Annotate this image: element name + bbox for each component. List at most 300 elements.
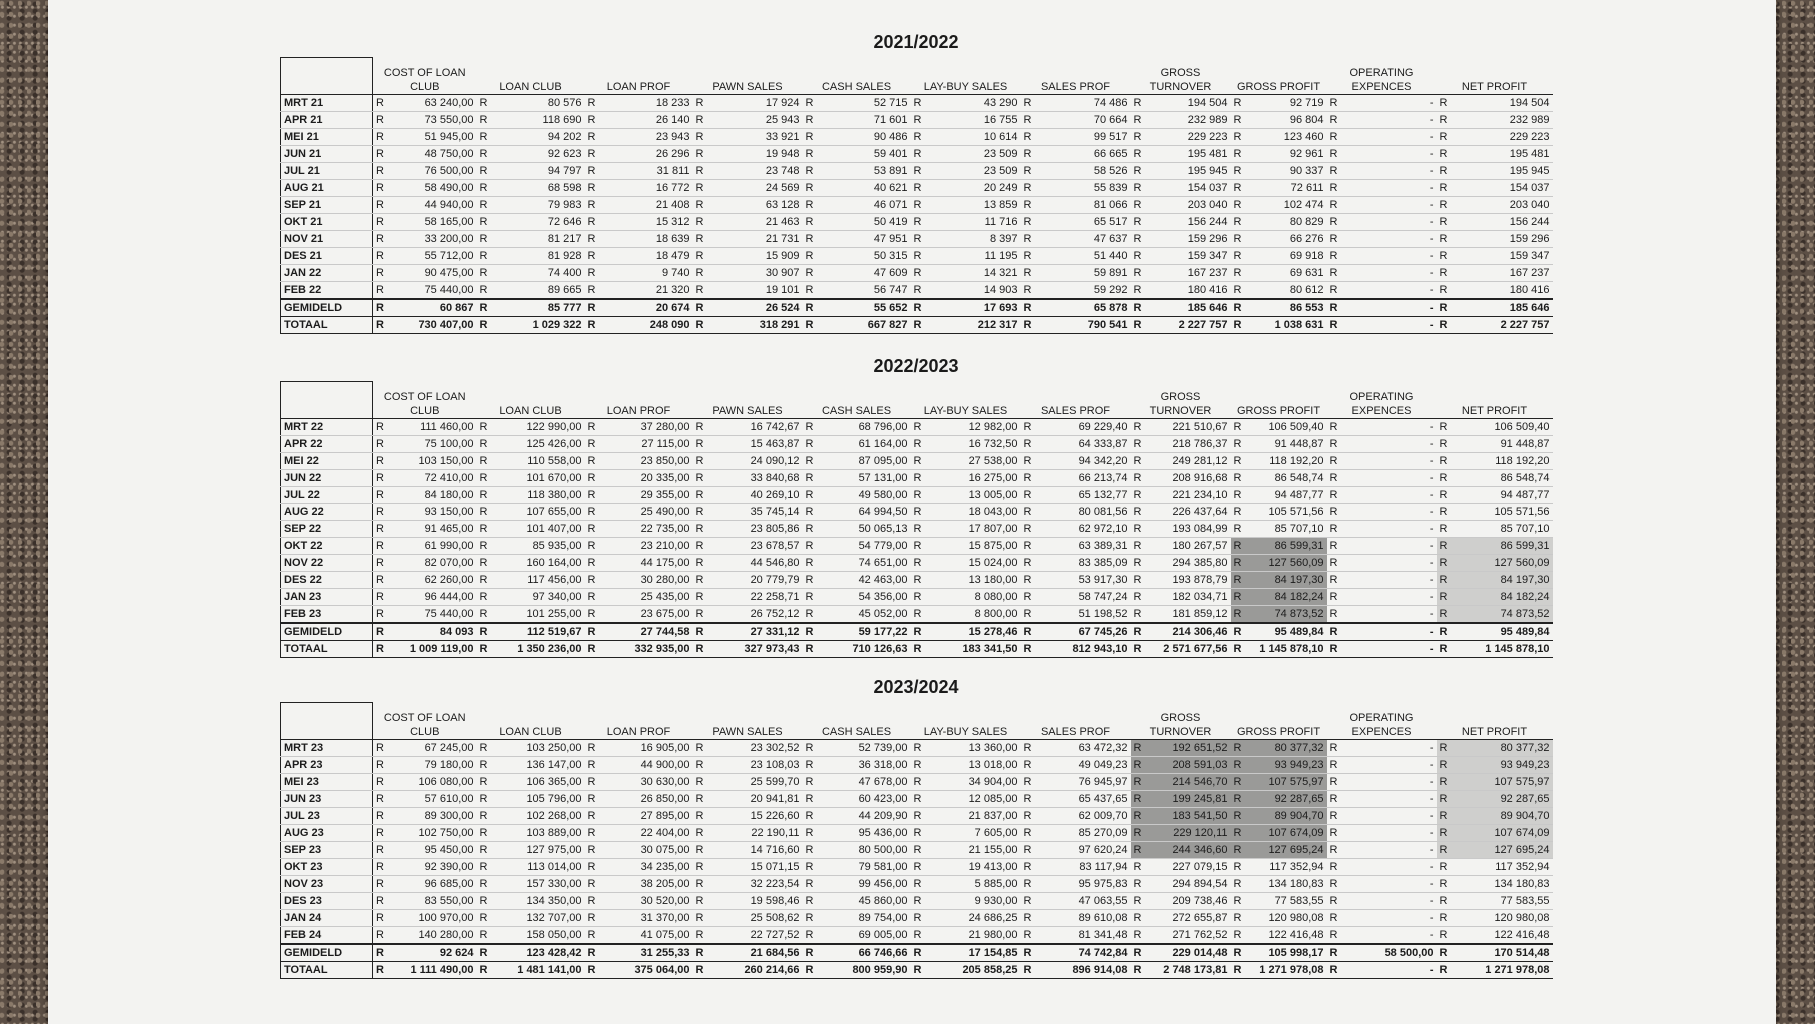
table-cell: R 84 197,30 — [1437, 572, 1553, 589]
table-cell: R 74 742,84 — [1021, 944, 1131, 962]
table-cell: R 61 164,00 — [803, 436, 911, 453]
table-cell: R 15 909 — [693, 248, 803, 265]
table-cell: R 81 928 — [477, 248, 585, 265]
table-cell: R 13 360,00 — [911, 740, 1021, 757]
table-cell: R 318 291 — [693, 317, 803, 334]
column-header: LAY-BUY SALES — [911, 703, 1021, 740]
table-cell: R 25 943 — [693, 112, 803, 129]
table-cell: R 31 255,33 — [585, 944, 693, 962]
table-cell: R - — [1327, 757, 1437, 774]
table-cell: R 86 548,74 — [1437, 470, 1553, 487]
year-heading: 2022/2023 — [873, 356, 959, 376]
table-cell: R 44 209,90 — [803, 808, 911, 825]
table-cell: R 294 894,54 — [1131, 876, 1231, 893]
table-cell: R - — [1327, 641, 1437, 658]
table-cell: R 94 487,77 — [1437, 487, 1553, 504]
column-header: SALES PROF — [1021, 382, 1131, 419]
row-label: NOV 21 — [281, 231, 373, 248]
table-cell: R 17 924 — [693, 95, 803, 112]
year-heading: 2021/2022 — [873, 32, 959, 52]
table-cell: R 132 707,00 — [477, 910, 585, 927]
table-cell: R 11 716 — [911, 214, 1021, 231]
table-row — [281, 606, 1553, 624]
table-cell: R 23 108,03 — [693, 757, 803, 774]
table-cell: R 76 500,00 — [373, 163, 477, 180]
table-cell: R 710 126,63 — [803, 641, 911, 658]
table-cell: R 32 223,54 — [693, 876, 803, 893]
table-cell: R 74 486 — [1021, 95, 1131, 112]
table-cell: R 22 735,00 — [585, 521, 693, 538]
table-cell: R 57 131,00 — [803, 470, 911, 487]
table-row — [281, 521, 1553, 538]
table-cell: R 23 678,57 — [693, 538, 803, 555]
row-label: TOTAAL — [281, 641, 373, 658]
table-cell: R 123 428,42 — [477, 944, 585, 962]
table-cell: R 194 504 — [1437, 95, 1553, 112]
table-cell: R 84 182,24 — [1231, 589, 1327, 606]
table-cell: R 80 081,56 — [1021, 504, 1131, 521]
table-cell: R 30 520,00 — [585, 893, 693, 910]
column-header: PAWN SALES — [693, 382, 803, 419]
table-cell: R 140 280,00 — [373, 927, 477, 945]
row-label: JUN 22 — [281, 470, 373, 487]
row-label: OKT 21 — [281, 214, 373, 231]
table-cell: R 26 140 — [585, 112, 693, 129]
column-header: GROSS TURNOVER — [1131, 382, 1231, 419]
average-row — [281, 623, 1553, 641]
table-cell: R - — [1327, 197, 1437, 214]
table-cell: R 15 312 — [585, 214, 693, 231]
table-cell: R 105 571,56 — [1437, 504, 1553, 521]
table-cell: R 17 154,85 — [911, 944, 1021, 962]
table-cell: R 100 970,00 — [373, 910, 477, 927]
table-cell: R 158 050,00 — [477, 927, 585, 945]
table-cell: R 89 904,70 — [1437, 808, 1553, 825]
column-header: LOAN PROF — [585, 58, 693, 95]
table-cell: R 15 278,46 — [911, 623, 1021, 641]
table-cell: R 156 244 — [1131, 214, 1231, 231]
table-cell: R 194 504 — [1131, 95, 1231, 112]
table-cell: R - — [1327, 859, 1437, 876]
table-row — [281, 774, 1553, 791]
table-cell: R - — [1327, 927, 1437, 945]
table-cell: R 83 550,00 — [373, 893, 477, 910]
table-cell: R 120 980,08 — [1437, 910, 1553, 927]
table-cell: R 84 182,24 — [1437, 589, 1553, 606]
table-cell: R 29 355,00 — [585, 487, 693, 504]
table-cell: R 112 519,67 — [477, 623, 585, 641]
table-cell: R 167 237 — [1131, 265, 1231, 282]
column-header: LAY-BUY SALES — [911, 58, 1021, 95]
row-label: JAN 22 — [281, 265, 373, 282]
table-cell: R - — [1327, 572, 1437, 589]
table-cell: R 23 675,00 — [585, 606, 693, 624]
table-cell: R 102 268,00 — [477, 808, 585, 825]
table-cell: R 244 346,60 — [1131, 842, 1231, 859]
table-cell: R 96 804 — [1231, 112, 1327, 129]
table-cell: R 271 762,52 — [1131, 927, 1231, 945]
table-cell: R 89 754,00 — [803, 910, 911, 927]
table-cell: R 69 229,40 — [1021, 419, 1131, 436]
row-label: AUG 21 — [281, 180, 373, 197]
table-cell: R 122 416,48 — [1437, 927, 1553, 945]
table-cell: R 800 959,90 — [803, 962, 911, 979]
table-cell: R 41 075,00 — [585, 927, 693, 945]
table-cell: R - — [1327, 808, 1437, 825]
table-cell: R - — [1327, 876, 1437, 893]
table-cell: R 87 095,00 — [803, 453, 911, 470]
table-cell: R 53 917,30 — [1021, 572, 1131, 589]
table-cell: R 56 747 — [803, 282, 911, 300]
table-row — [281, 927, 1553, 945]
table-row — [281, 859, 1553, 876]
table-cell: R 208 916,68 — [1131, 470, 1231, 487]
column-header: NET PROFIT — [1437, 58, 1553, 95]
table-cell: R 23 509 — [911, 146, 1021, 163]
table-cell: R 221 510,67 — [1131, 419, 1231, 436]
table-cell: R 65 132,77 — [1021, 487, 1131, 504]
table-cell: R 106 509,40 — [1437, 419, 1553, 436]
table-cell: R 154 037 — [1131, 180, 1231, 197]
table-cell: R - — [1327, 606, 1437, 624]
table-cell: R 157 330,00 — [477, 876, 585, 893]
table-cell: R 134 180,83 — [1437, 876, 1553, 893]
row-label: APR 21 — [281, 112, 373, 129]
row-label: MEI 23 — [281, 774, 373, 791]
column-header: LAY-BUY SALES — [911, 382, 1021, 419]
table-cell: R 20 779,79 — [693, 572, 803, 589]
table-cell: R 75 100,00 — [373, 436, 477, 453]
table-cell: R 93 150,00 — [373, 504, 477, 521]
table-cell: R 160 164,00 — [477, 555, 585, 572]
row-label: AUG 23 — [281, 825, 373, 842]
table-cell: R 67 245,00 — [373, 740, 477, 757]
table-cell: R 63 389,31 — [1021, 538, 1131, 555]
table-cell: R 102 750,00 — [373, 825, 477, 842]
table-cell: R 272 655,87 — [1131, 910, 1231, 927]
row-label: GEMIDELD — [281, 299, 373, 317]
table-cell: R 21 684,56 — [693, 944, 803, 962]
table-cell: R 58 747,24 — [1021, 589, 1131, 606]
table-cell: R 86 599,31 — [1231, 538, 1327, 555]
table-cell: R 180 267,57 — [1131, 538, 1231, 555]
table-cell: R 63 240,00 — [373, 95, 477, 112]
row-label: JAN 24 — [281, 910, 373, 927]
table-cell: R 55 839 — [1021, 180, 1131, 197]
table-cell: R 5 885,00 — [911, 876, 1021, 893]
table-cell: R 203 040 — [1131, 197, 1231, 214]
table-cell: R 23 302,52 — [693, 740, 803, 757]
table-cell: R 23 943 — [585, 129, 693, 146]
table-cell: R 24 686,25 — [911, 910, 1021, 927]
table-cell: R 74 873,52 — [1231, 606, 1327, 624]
table-cell: R 120 980,08 — [1231, 910, 1327, 927]
table-cell: R 1 481 141,00 — [477, 962, 585, 979]
table-cell: R 25 599,70 — [693, 774, 803, 791]
table-cell: R 1 350 236,00 — [477, 641, 585, 658]
table-row — [281, 470, 1553, 487]
table-cell: R 68 598 — [477, 180, 585, 197]
table-cell: R 1 145 878,10 — [1437, 641, 1553, 658]
table-cell: R 85 935,00 — [477, 538, 585, 555]
table-row — [281, 876, 1553, 893]
table-row — [281, 265, 1553, 282]
column-header: CASH SALES — [803, 58, 911, 95]
table-cell: R 95 436,00 — [803, 825, 911, 842]
table-row — [281, 555, 1553, 572]
table-cell: R 24 090,12 — [693, 453, 803, 470]
table-row — [281, 453, 1553, 470]
table-cell: R 248 090 — [585, 317, 693, 334]
table-cell: R 50 315 — [803, 248, 911, 265]
table-cell: R 730 407,00 — [373, 317, 477, 334]
table-cell: R 127 695,24 — [1231, 842, 1327, 859]
table-cell: R - — [1327, 470, 1437, 487]
table-cell: R 118 380,00 — [477, 487, 585, 504]
header-row — [281, 58, 1553, 95]
column-header: PAWN SALES — [693, 703, 803, 740]
column-header: NET PROFIT — [1437, 703, 1553, 740]
table-cell: R 95 450,00 — [373, 842, 477, 859]
table-cell: R 332 935,00 — [585, 641, 693, 658]
table-cell: R 118 192,20 — [1437, 453, 1553, 470]
table-cell: R - — [1327, 129, 1437, 146]
row-label: MRT 23 — [281, 740, 373, 757]
table-cell: R 1 271 978,08 — [1231, 962, 1327, 979]
table-cell: R 170 514,48 — [1437, 944, 1553, 962]
table-cell: R 94 487,77 — [1231, 487, 1327, 504]
table-cell: R 14 716,60 — [693, 842, 803, 859]
table-cell: R 111 460,00 — [373, 419, 477, 436]
table-cell: R 51 440 — [1021, 248, 1131, 265]
table-cell: R 159 296 — [1131, 231, 1231, 248]
table-cell: R 159 347 — [1131, 248, 1231, 265]
table-cell: R 86 599,31 — [1437, 538, 1553, 555]
table-cell: R 203 040 — [1437, 197, 1553, 214]
table-cell: R 75 440,00 — [373, 606, 477, 624]
table-cell: R 80 377,32 — [1231, 740, 1327, 757]
table-cell: R 69 005,00 — [803, 927, 911, 945]
table-row — [281, 146, 1553, 163]
table-cell: R 1 111 490,00 — [373, 962, 477, 979]
table-cell: R - — [1327, 910, 1437, 927]
column-header — [281, 703, 373, 740]
table-cell: R 2 227 757 — [1131, 317, 1231, 334]
table-cell: R 50 419 — [803, 214, 911, 231]
row-label: NOV 23 — [281, 876, 373, 893]
row-label: OKT 23 — [281, 859, 373, 876]
table-cell: R 16 755 — [911, 112, 1021, 129]
table-row — [281, 808, 1553, 825]
table-row — [281, 504, 1553, 521]
table-cell: R 185 646 — [1131, 299, 1231, 317]
table-cell: R 232 989 — [1437, 112, 1553, 129]
table-cell: R 69 631 — [1231, 265, 1327, 282]
table-cell: R 1 009 119,00 — [373, 641, 477, 658]
table-row — [281, 231, 1553, 248]
column-header: LOAN PROF — [585, 703, 693, 740]
table-cell: R 85 707,10 — [1437, 521, 1553, 538]
table-cell: R 18 233 — [585, 95, 693, 112]
table-cell: R 195 945 — [1131, 163, 1231, 180]
table-cell: R 60 867 — [373, 299, 477, 317]
total-row — [281, 962, 1553, 979]
table-cell: R 8 397 — [911, 231, 1021, 248]
table-cell: R 47 637 — [1021, 231, 1131, 248]
table-row — [281, 842, 1553, 859]
table-cell: R 23 210,00 — [585, 538, 693, 555]
table-cell: R 37 280,00 — [585, 419, 693, 436]
table-cell: R 77 583,55 — [1231, 893, 1327, 910]
table-cell: R 896 914,08 — [1021, 962, 1131, 979]
table-cell: R 107 575,97 — [1231, 774, 1327, 791]
table-cell: R 59 401 — [803, 146, 911, 163]
table-cell: R 294 385,80 — [1131, 555, 1231, 572]
table-cell: R 96 444,00 — [373, 589, 477, 606]
table-cell: R 71 601 — [803, 112, 911, 129]
table-cell: R 12 982,00 — [911, 419, 1021, 436]
table-cell: R - — [1327, 521, 1437, 538]
table-cell: R 33 840,68 — [693, 470, 803, 487]
table-row — [281, 572, 1553, 589]
table-row — [281, 825, 1553, 842]
table-row — [281, 112, 1553, 129]
table-cell: R 218 786,37 — [1131, 436, 1231, 453]
table-cell: R 127 975,00 — [477, 842, 585, 859]
table-cell: R 30 075,00 — [585, 842, 693, 859]
table-cell: R 44 940,00 — [373, 197, 477, 214]
table-cell: R 81 217 — [477, 231, 585, 248]
table-row — [281, 180, 1553, 197]
table-cell: R - — [1327, 282, 1437, 300]
table-cell: R 20 941,81 — [693, 791, 803, 808]
table-cell: R 205 858,25 — [911, 962, 1021, 979]
table-cell: R 80 612 — [1231, 282, 1327, 300]
table-cell: R 92 961 — [1231, 146, 1327, 163]
table-cell: R 62 972,10 — [1021, 521, 1131, 538]
table-cell: R 72 646 — [477, 214, 585, 231]
table-cell: R 249 281,12 — [1131, 453, 1231, 470]
table-cell: R 195 481 — [1437, 146, 1553, 163]
table-cell: R 96 685,00 — [373, 876, 477, 893]
row-label: NOV 22 — [281, 555, 373, 572]
table-cell: R 63 128 — [693, 197, 803, 214]
table-cell: R 154 037 — [1437, 180, 1553, 197]
table-cell: R - — [1327, 231, 1437, 248]
table-row — [281, 436, 1553, 453]
table-cell: R 79 581,00 — [803, 859, 911, 876]
table-cell: R 46 071 — [803, 197, 911, 214]
table-cell: R 156 244 — [1437, 214, 1553, 231]
table-cell: R - — [1327, 893, 1437, 910]
column-header — [281, 58, 373, 95]
table-cell: R 113 014,00 — [477, 859, 585, 876]
table-cell: R 110 558,00 — [477, 453, 585, 470]
row-label: DES 22 — [281, 572, 373, 589]
column-header: CASH SALES — [803, 382, 911, 419]
printed-document — [48, 0, 1776, 1024]
table-cell: R 101 670,00 — [477, 470, 585, 487]
table-cell: R 195 945 — [1437, 163, 1553, 180]
table-cell: R 13 005,00 — [911, 487, 1021, 504]
table-cell: R 47 951 — [803, 231, 911, 248]
header-row — [281, 382, 1553, 419]
table-cell: R 16 905,00 — [585, 740, 693, 757]
table-cell: R - — [1327, 180, 1437, 197]
row-label: MEI 21 — [281, 129, 373, 146]
table-cell: R 80 500,00 — [803, 842, 911, 859]
table-cell: R - — [1327, 299, 1437, 317]
table-cell: R - — [1327, 504, 1437, 521]
table-cell: R 20 674 — [585, 299, 693, 317]
table-cell: R 62 260,00 — [373, 572, 477, 589]
table-cell: R 183 541,50 — [1131, 808, 1231, 825]
column-header: OPERATING EXPENCES — [1327, 58, 1437, 95]
table-cell: R 101 255,00 — [477, 606, 585, 624]
table-cell: R 86 553 — [1231, 299, 1327, 317]
table-cell: R - — [1327, 453, 1437, 470]
table-cell: R 42 463,00 — [803, 572, 911, 589]
average-row — [281, 944, 1553, 962]
table-cell: R 159 347 — [1437, 248, 1553, 265]
table-cell: R - — [1327, 419, 1437, 436]
financial-table — [280, 702, 1553, 979]
table-cell: R - — [1327, 317, 1437, 334]
row-label: SEP 22 — [281, 521, 373, 538]
table-cell: R 73 550,00 — [373, 112, 477, 129]
table-cell: R 183 341,50 — [911, 641, 1021, 658]
table-cell: R 21 731 — [693, 231, 803, 248]
table-cell: R 812 943,10 — [1021, 641, 1131, 658]
table-cell: R 195 481 — [1131, 146, 1231, 163]
table-cell: R 55 712,00 — [373, 248, 477, 265]
row-label: APR 22 — [281, 436, 373, 453]
table-cell: R 23 850,00 — [585, 453, 693, 470]
table-cell: R 91 448,87 — [1437, 436, 1553, 453]
table-cell: R 55 652 — [803, 299, 911, 317]
table-cell: R 118 192,20 — [1231, 453, 1327, 470]
table-cell: R 44 175,00 — [585, 555, 693, 572]
table-cell: R 8 080,00 — [911, 589, 1021, 606]
table-cell: R - — [1327, 825, 1437, 842]
table-cell: R 125 426,00 — [477, 436, 585, 453]
table-cell: R 51 198,52 — [1021, 606, 1131, 624]
table-cell: R 97 620,24 — [1021, 842, 1131, 859]
table-cell: R 49 580,00 — [803, 487, 911, 504]
table-cell: R 27 744,58 — [585, 623, 693, 641]
table-cell: R 91 448,87 — [1231, 436, 1327, 453]
table-cell: R - — [1327, 95, 1437, 112]
column-header: LOAN PROF — [585, 382, 693, 419]
table-cell: R 193 878,79 — [1131, 572, 1231, 589]
table-cell: R 16 772 — [585, 180, 693, 197]
table-cell: R - — [1327, 487, 1437, 504]
financial-table — [280, 381, 1553, 658]
table-cell: R 66 665 — [1021, 146, 1131, 163]
column-header: GROSS PROFIT — [1231, 58, 1327, 95]
table-cell: R 36 318,00 — [803, 757, 911, 774]
table-cell: R 106 080,00 — [373, 774, 477, 791]
table-cell: R 15 875,00 — [911, 538, 1021, 555]
row-label: APR 23 — [281, 757, 373, 774]
table-cell: R 229 223 — [1131, 129, 1231, 146]
table-cell: R 72 611 — [1231, 180, 1327, 197]
table-cell: R 67 745,26 — [1021, 623, 1131, 641]
table-cell: R 50 065,13 — [803, 521, 911, 538]
column-header: OPERATING EXPENCES — [1327, 703, 1437, 740]
table-cell: R 59 891 — [1021, 265, 1131, 282]
table-cell: R 79 180,00 — [373, 757, 477, 774]
